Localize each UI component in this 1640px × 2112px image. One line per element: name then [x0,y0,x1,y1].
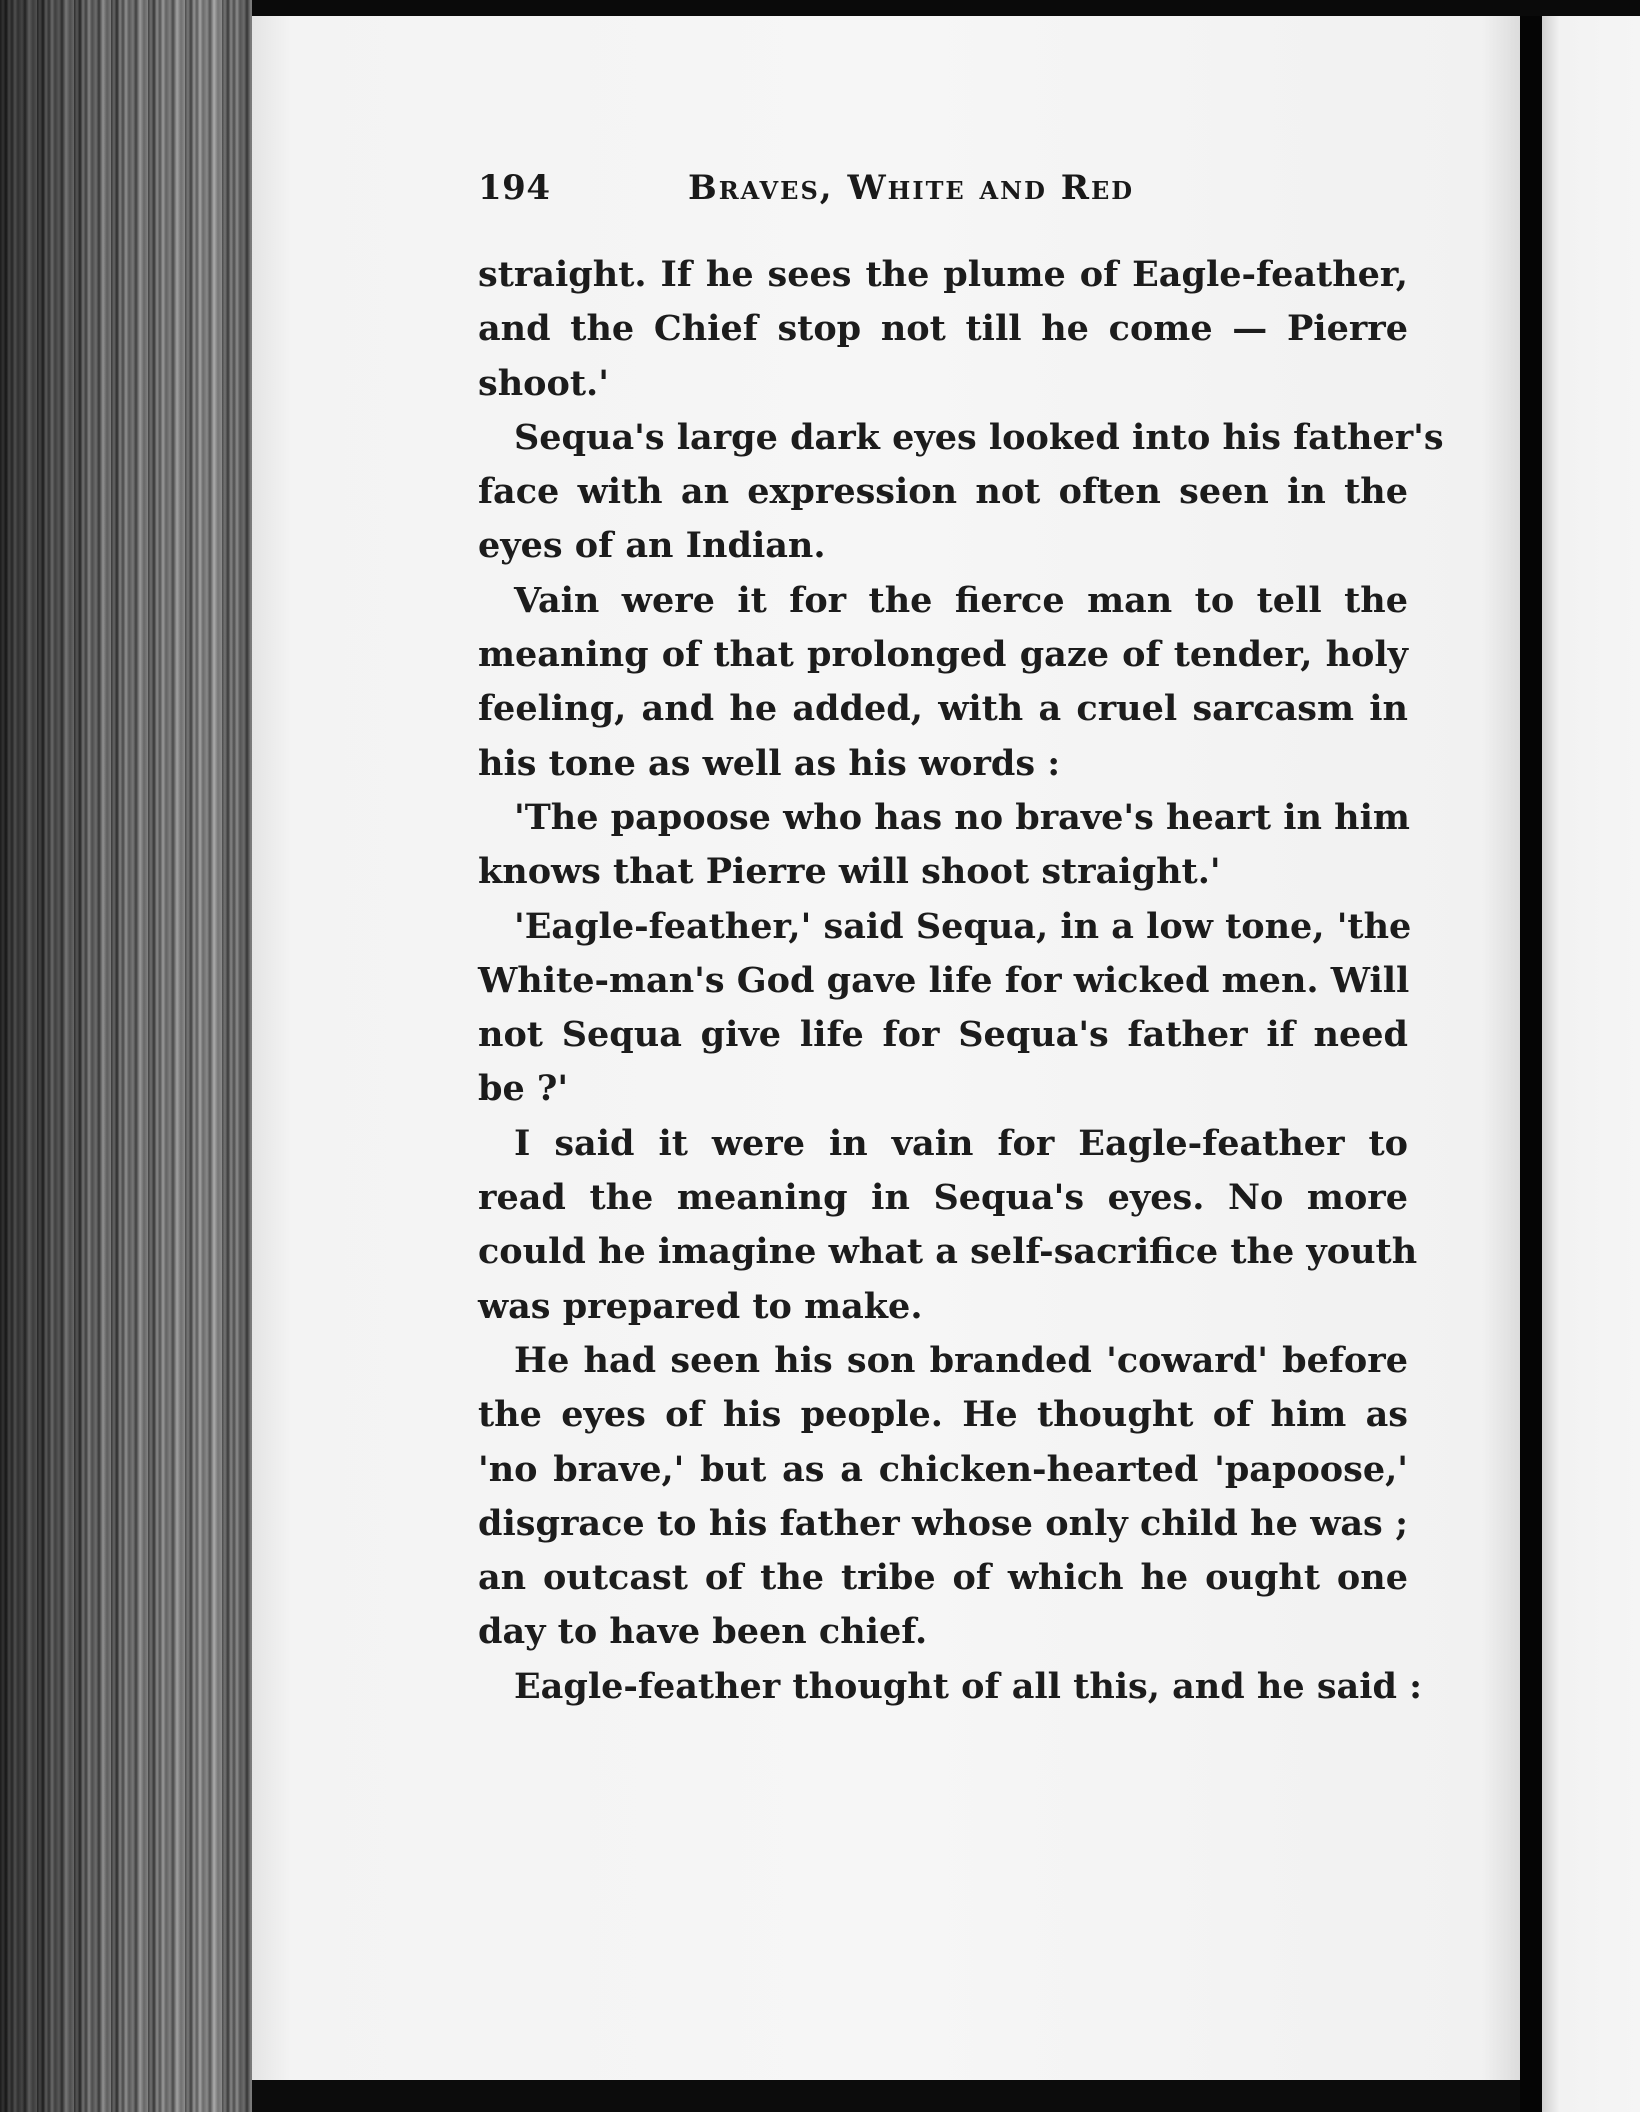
facing-page-edge [1542,16,1640,2112]
running-head [478,168,1198,218]
text-line: He had seen his son branded 'coward' before [514,1339,1408,1381]
text-line: not Sequa give life for Sequa's father if need [478,1014,1408,1056]
text-line: knows that Pierre will shoot straight.' [478,851,1221,893]
text-line: the eyes of his people. He thought of him as [478,1394,1408,1436]
text-line: 'The papoose who has no brave's heart in him [514,796,1410,838]
page-number: 194 [478,168,551,208]
text-line: 'Eagle-feather,' said Sequa, in a low tone, 'the [514,905,1412,947]
paragraph [478,574,1408,791]
text-line: disgrace to his father whose only child he was ; [478,1502,1408,1544]
body-text [478,248,1444,1714]
paragraph [478,1660,1423,1714]
text-line: day to have been chief. [478,1611,928,1653]
text-line: eyes of an Indian. [478,525,826,567]
text-line: straight. If he sees the plume of Eagle-feather, [478,254,1408,295]
text-line: 'no brave,' but as a chicken-hearted 'papoose,' [478,1448,1408,1490]
paragraph [478,791,1408,900]
paragraph [478,248,1408,411]
paragraph [478,900,1412,1117]
text-line: Eagle-feather thought of all this, and he said : [514,1665,1423,1707]
text-line: feeling, and he added, with a cruel sarcasm in [478,688,1408,730]
gutter-shadow [1520,16,1542,2112]
text-line: meaning of that prolonged gaze of tender, holy [478,634,1408,676]
text-line: and the Chief stop not till he come — Pierre [478,308,1408,350]
text-line: read the meaning in Sequa's eyes. No more [478,1177,1408,1219]
text-line: was prepared to make. [478,1285,923,1327]
text-line: his tone as well as his words : [478,742,1061,784]
text-line: face with an expression not often seen in the [478,471,1408,513]
scan-bottom-border [252,2080,1520,2112]
text-line: Vain were it for the fierce man to tell the [514,579,1408,621]
text-line: White-man's God gave life for wicked men. Will [478,959,1410,1001]
text-line: I said it were in vain for Eagle-feather to [514,1122,1408,1164]
text-line: be ?' [478,1068,569,1110]
text-line: Sequa's large dark eyes looked into his father's [514,416,1444,458]
running-title: Braves, White and Red [688,168,1135,208]
text-line: could he imagine what a self-sacrifice the youth [478,1231,1418,1273]
paragraph [478,1117,1418,1334]
paragraph [478,411,1444,574]
paragraph [478,1334,1408,1660]
book-fore-edge [0,0,252,2112]
text-line: an outcast of the tribe of which he ought one [478,1557,1408,1599]
text-line: shoot.' [478,362,609,404]
